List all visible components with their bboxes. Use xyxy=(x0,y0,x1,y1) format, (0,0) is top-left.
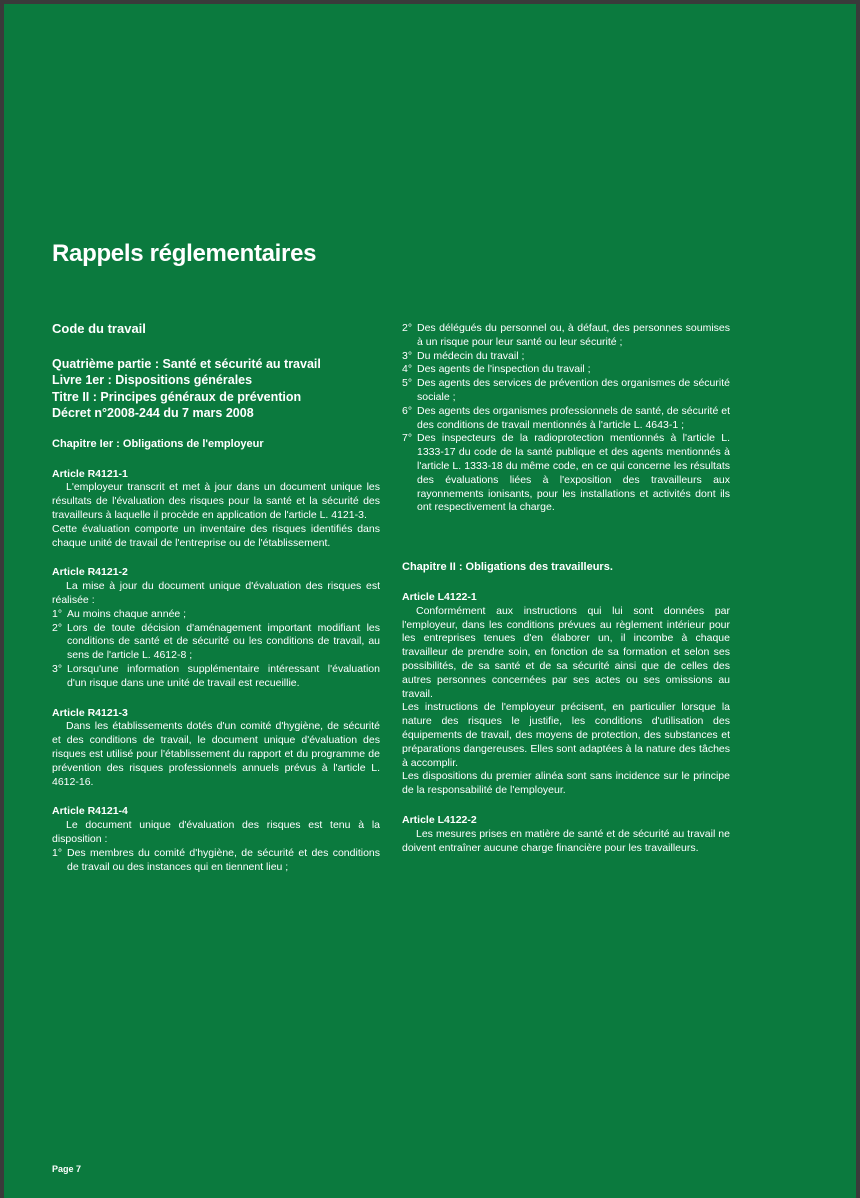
list-item xyxy=(402,322,730,350)
list-number: 2° xyxy=(52,621,63,634)
list-item xyxy=(52,663,380,691)
list-item-text: Lorsqu'une information supplémentaire intéressant l'évaluation d'un risque dans une unité de travail est recueillie. xyxy=(67,662,380,689)
list-item xyxy=(402,377,730,405)
decree-heading: Décret n°2008-244 du 7 mars 2008 xyxy=(52,406,254,421)
article-paragraph: Les dispositions du premier alinéa sont sans incidence sur le principe de la responsabilité de l'employeur. xyxy=(402,770,730,797)
article-paragraph: Les instructions de l'employeur précisent, en particulier lorsque la nature des risques le justifie, les conditions d'utilisation des équipements de travail, des moyens de protection, des substances et préparations dangereuses. Elles sont adaptées à la nature des tâches à accomplir. xyxy=(402,701,730,769)
list-item-text: Des délégués du personnel ou, à défaut, des personnes soumises à un risque pour leur santé ou leur sécurité ; xyxy=(417,322,730,348)
page-title: Rappels réglementaires xyxy=(52,240,317,267)
list-item xyxy=(52,847,380,875)
code-heading: Code du travail xyxy=(52,321,146,336)
list-number: 4° xyxy=(402,363,413,376)
list-item-text: Des agents de l'inspection du travail ; xyxy=(417,363,591,376)
list-number: 5° xyxy=(402,377,413,390)
list-item-text: Lors de toute décision d'aménagement important modifiant les conditions de santé et de sécurité ou les conditions de travail, au sens de l'article L. 4612-8 ; xyxy=(67,621,380,662)
list-item-text: Au moins chaque année ; xyxy=(67,607,187,620)
list-item xyxy=(402,350,730,364)
title-heading: Titre II : Principes généraux de prévention xyxy=(52,389,302,404)
list-number: 3° xyxy=(52,662,63,675)
legal-reference-block xyxy=(52,356,380,422)
numbered-list xyxy=(52,608,380,691)
list-number: 1° xyxy=(52,846,63,859)
article-heading: Article R4121-4 xyxy=(52,805,128,818)
list-item-text: Du médecin du travail ; xyxy=(417,349,525,362)
list-number: 6° xyxy=(402,404,413,417)
part-heading: Quatrième partie : Santé et sécurité au travail xyxy=(52,356,321,371)
article-paragraph: L'employeur transcrit et met à jour dans un document unique les résultats de l'évaluation des risques pour la santé et la sécurité des travailleurs à laquelle il procède en application de l'article L. 4121-3. xyxy=(52,481,380,521)
list-item-text: Des membres du comité d'hygiène, de sécurité et des conditions de travail ou des instances qui en tiennent lieu ; xyxy=(67,846,380,873)
list-item xyxy=(52,622,380,663)
document-page xyxy=(4,4,856,1198)
article-r4121-2 xyxy=(52,566,380,690)
left-column xyxy=(52,322,380,890)
article-heading: Article R4121-3 xyxy=(52,706,128,719)
right-column xyxy=(402,322,730,871)
numbered-list xyxy=(52,847,380,875)
list-item-text: Des agents des services de prévention des organismes de sécurité sociale ; xyxy=(417,377,730,403)
article-paragraph: Dans les établissements dotés d'un comité d'hygiène, de sécurité et des conditions de travail, le document unique d'évaluation des risques est utilisé pour l'établissement du rapport et du programme de prévention des risques professionnels annuels prévus à l'article L. 4612-16. xyxy=(52,720,380,788)
article-paragraph: La mise à jour du document unique d'évaluation des risques est réalisée : xyxy=(52,580,380,606)
page-number: Page 7 xyxy=(52,1164,82,1174)
article-paragraph: Cette évaluation comporte un inventaire des risques identifiés dans chaque unité de travail de l'entreprise ou de l'établissement. xyxy=(52,522,380,549)
list-number: 7° xyxy=(402,432,413,445)
list-item xyxy=(402,363,730,377)
article-heading: Article L4122-2 xyxy=(402,813,477,826)
list-number: 3° xyxy=(402,349,413,362)
article-l4122-1 xyxy=(402,591,730,798)
list-item xyxy=(402,405,730,433)
article-r4121-4 xyxy=(52,805,380,874)
article-r4121-3 xyxy=(52,707,380,790)
numbered-list-continued xyxy=(402,322,730,515)
article-heading: Article L4122-1 xyxy=(402,590,477,603)
book-heading: Livre 1er : Dispositions générales xyxy=(52,373,253,388)
chapter-heading: Chapitre II : Obligations des travailleurs. xyxy=(402,561,613,574)
article-paragraph: Les mesures prises en matière de santé et de sécurité au travail ne doivent entraîner aucune charge financière pour les travailleurs. xyxy=(402,827,730,854)
article-heading: Article R4121-1 xyxy=(52,467,128,480)
article-heading: Article R4121-2 xyxy=(52,566,128,579)
chapter-heading: Chapitre Ier : Obligations de l'employeur xyxy=(52,437,264,450)
list-number: 1° xyxy=(52,607,63,620)
article-l4122-2 xyxy=(402,814,730,855)
article-paragraph: Le document unique d'évaluation des risques est tenu à la disposition : xyxy=(52,819,380,845)
list-item-text: Des agents des organismes professionnels de santé, de sécurité et des conditions de travail mentionnés à l'article L. 4643-1 ; xyxy=(417,404,730,431)
list-item xyxy=(52,608,380,622)
article-paragraph: Conformément aux instructions qui lui sont données par l'employeur, dans les conditions prévues au règlement intérieur pour les entreprises tenues d'en élaborer un, il incombe à chaque travailleur de prendre soin, en fonction de sa formation et selon ses possibilités, de sa santé et de sa sécurité ainsi que de celles des autres personnes concernées par ses actes ou ses omissions au travail. xyxy=(402,604,730,700)
list-item xyxy=(402,432,730,515)
list-number: 2° xyxy=(402,322,413,334)
list-item-text: Des inspecteurs de la radioprotection mentionnés à l'article L. 1333-17 du code de la santé publique et des agents mentionnés à l'article L. 1333-18 du même code, en ce qui concerne les résultats des évaluations liées à l'exposition des travailleurs aux rayonnements ionisants, pour les installations et activités dont ils ont respectivement la charge. xyxy=(417,432,730,514)
article-r4121-1 xyxy=(52,468,380,551)
